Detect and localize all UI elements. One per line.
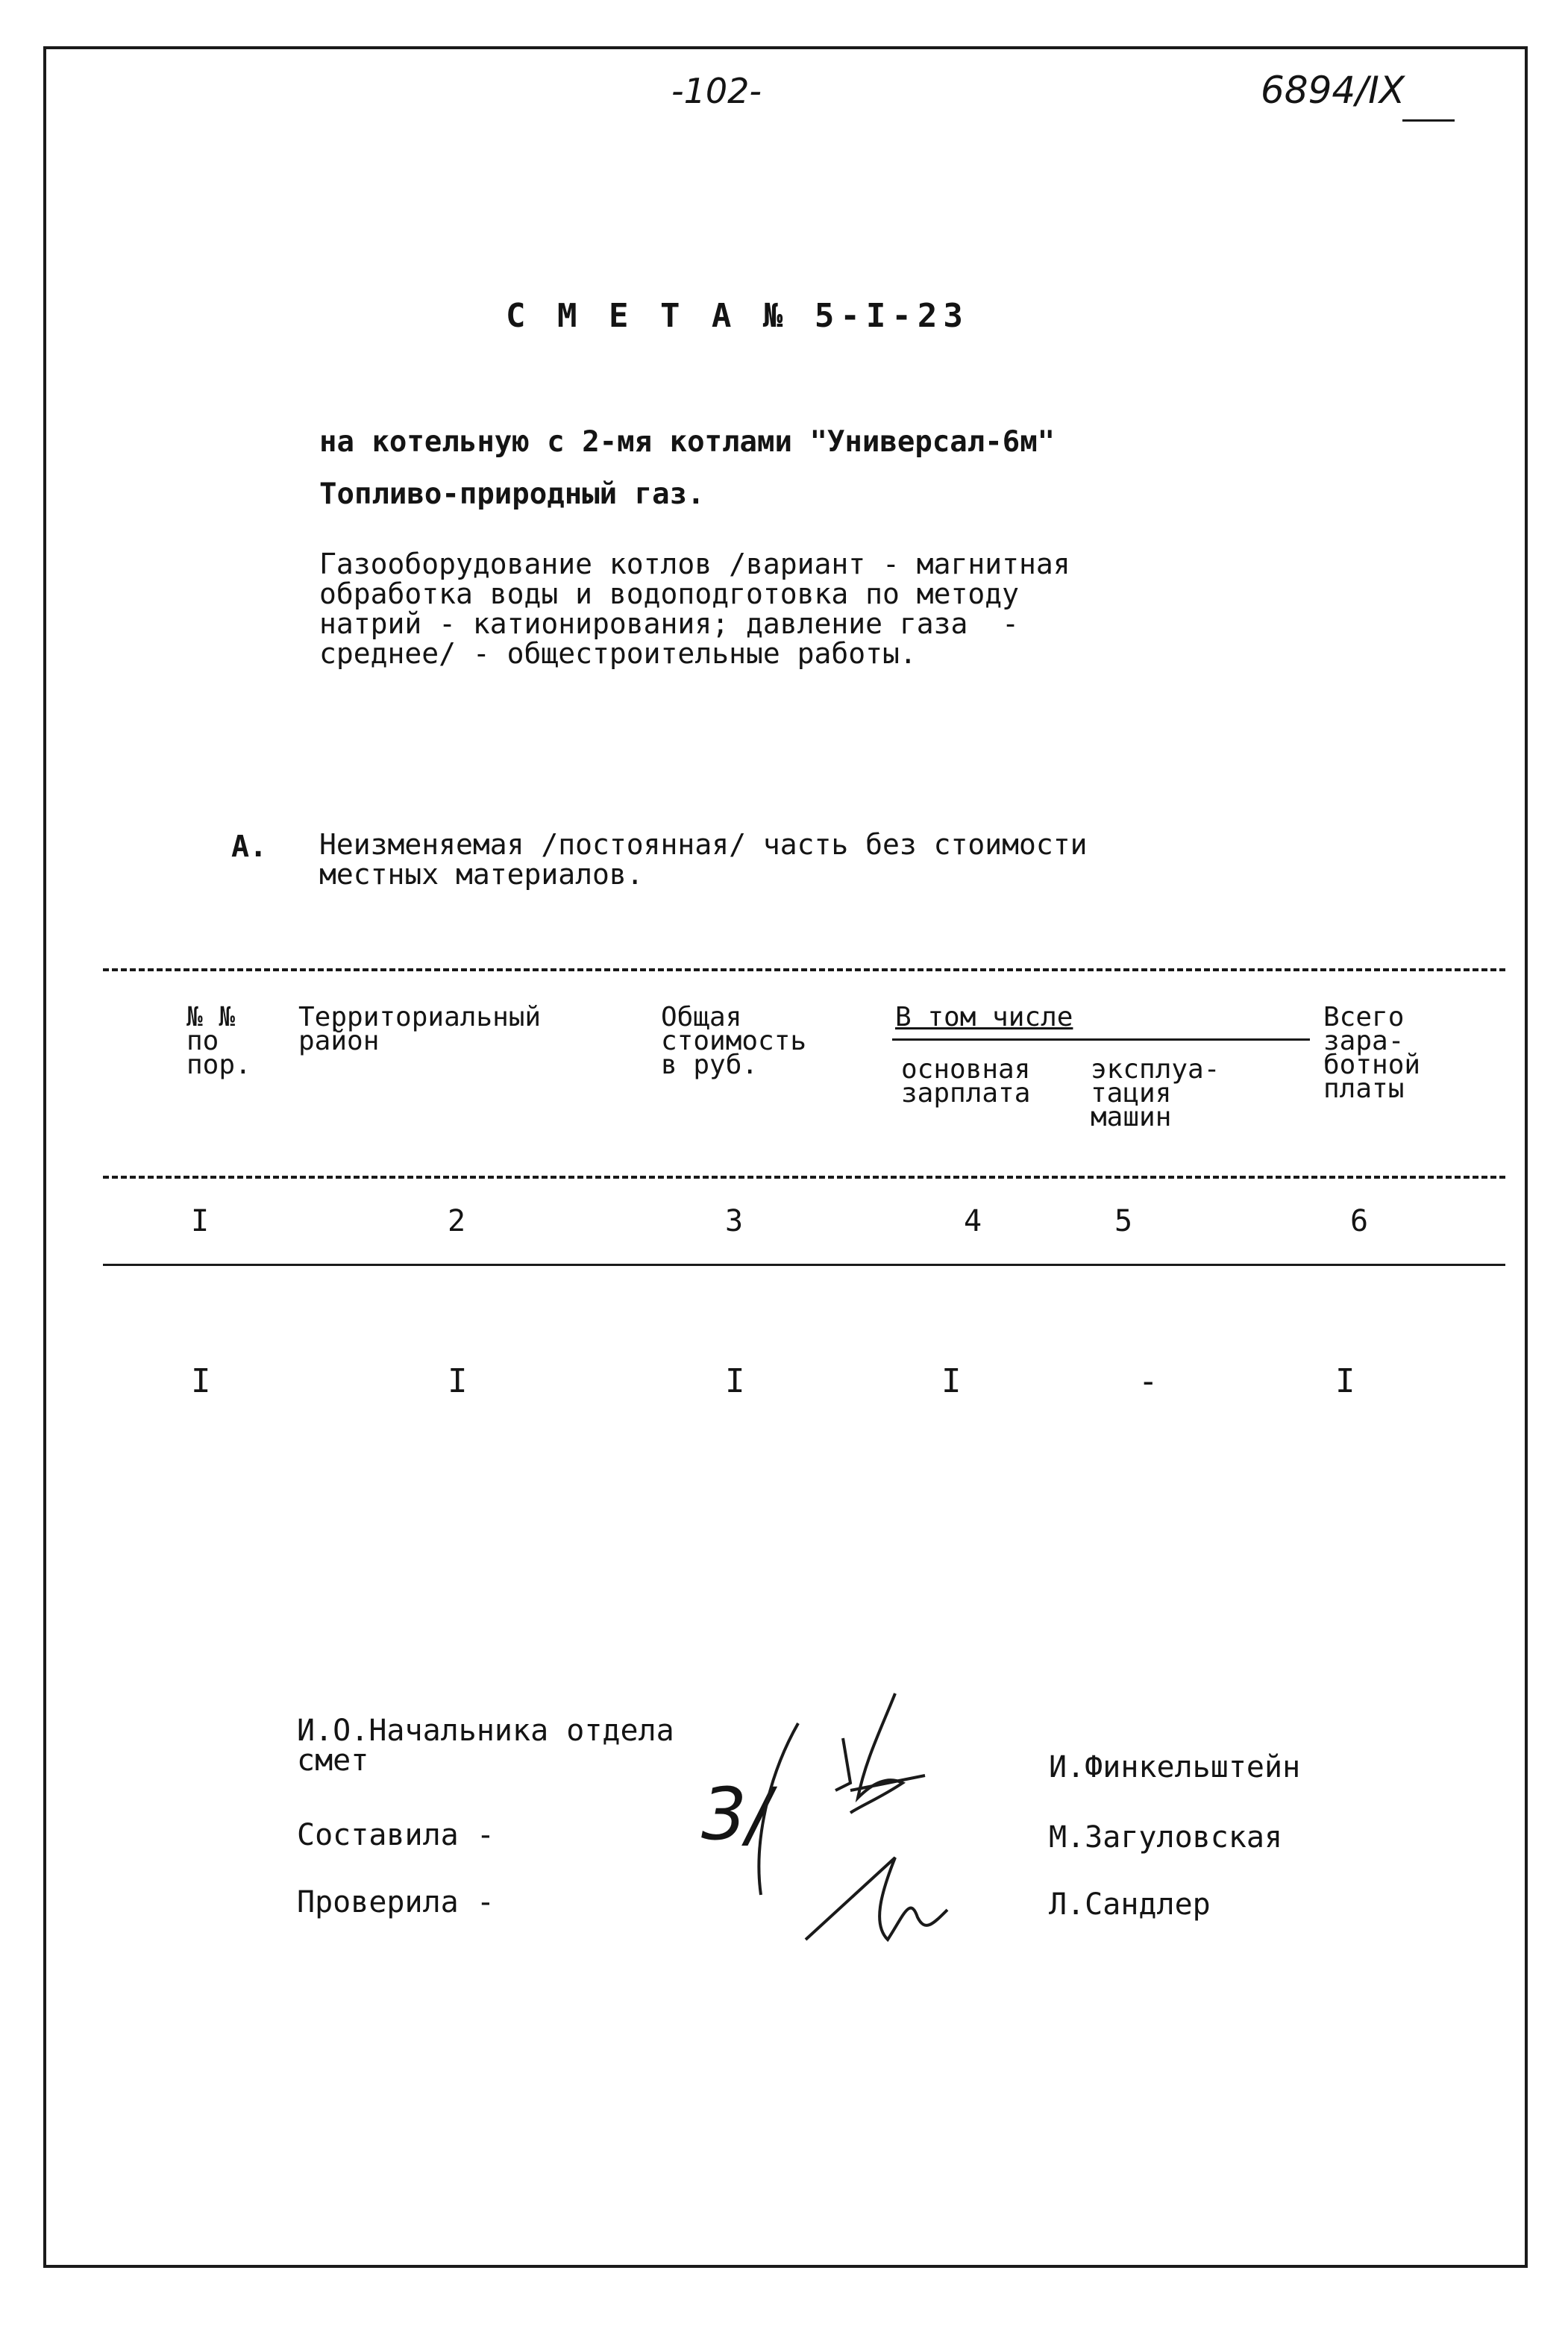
- checked-by-name: Л.Сандлер: [1049, 1887, 1211, 1922]
- handwritten-note: 3/: [701, 1773, 771, 1856]
- estimate-title: С М Е Т А № 5-I-23: [506, 297, 969, 335]
- column-number: 6: [1350, 1204, 1369, 1238]
- signature-stroke: [806, 1858, 947, 1940]
- header-including-group: В том числе: [895, 1002, 1073, 1032]
- signature-stroke: [850, 1693, 903, 1813]
- section-heading: Неизменяемая /постоянная/ часть без стоимости местных материалов.: [319, 828, 1088, 891]
- header-base-salary: основная зарплата: [901, 1054, 1031, 1109]
- table-cell: I: [1335, 1362, 1355, 1400]
- checked-by-label: Проверила -: [297, 1885, 495, 1919]
- table-cell: I: [191, 1362, 211, 1400]
- compiled-by-name: М.Загуловская: [1049, 1820, 1283, 1855]
- table-cell: I: [725, 1362, 745, 1400]
- header-row-number: № № по пор.: [186, 1002, 251, 1080]
- estimate-description: Газооборудование котлов /вариант - магнитная обработка воды и водоподготовка по методу натрий - катионирования; давление газа - среднее/ - общестроительные работы.: [319, 548, 1070, 670]
- header-total-cost: Общая стоимость в руб.: [661, 1002, 807, 1080]
- table-cell: -: [1138, 1362, 1158, 1400]
- table-top-rule: [103, 968, 1505, 971]
- column-number: I: [191, 1204, 210, 1238]
- header-machine-operation: эксплуа- тация машин: [1091, 1054, 1220, 1132]
- table-cell: I: [448, 1362, 468, 1400]
- head-of-department-name: И.Финкельштейн: [1049, 1750, 1301, 1784]
- table-numbers-rule: [103, 1264, 1505, 1266]
- head-of-department-label: И.О.Начальника отдела смет: [297, 1714, 674, 1778]
- header-total-wages: Всего зара- ботной платы: [1323, 1002, 1421, 1104]
- fuel-type: Топливо-природный газ.: [319, 477, 705, 511]
- column-number: 2: [448, 1204, 466, 1238]
- signature-stroke: [835, 1738, 850, 1790]
- column-number: 3: [725, 1204, 744, 1238]
- compiled-by-label: Составила -: [297, 1818, 495, 1852]
- document-id-underline: [1402, 119, 1455, 122]
- column-number: 4: [964, 1204, 982, 1238]
- table-header-bottom-rule: [103, 1176, 1505, 1179]
- column-number: 5: [1114, 1204, 1133, 1238]
- section-letter: А.: [231, 830, 268, 864]
- header-territorial-district: Территориальный район: [298, 1002, 542, 1056]
- signature-stroke: [759, 1723, 798, 1895]
- table-cell: I: [941, 1362, 962, 1400]
- handwritten-signatures: [701, 1671, 1029, 1984]
- estimate-subtitle: на котельную с 2-мя котлами "Универсал-6м": [319, 425, 1056, 459]
- page-number: -102-: [671, 71, 762, 111]
- header-group-underline: [892, 1038, 1310, 1041]
- document-id: 6894/IX: [1261, 69, 1405, 112]
